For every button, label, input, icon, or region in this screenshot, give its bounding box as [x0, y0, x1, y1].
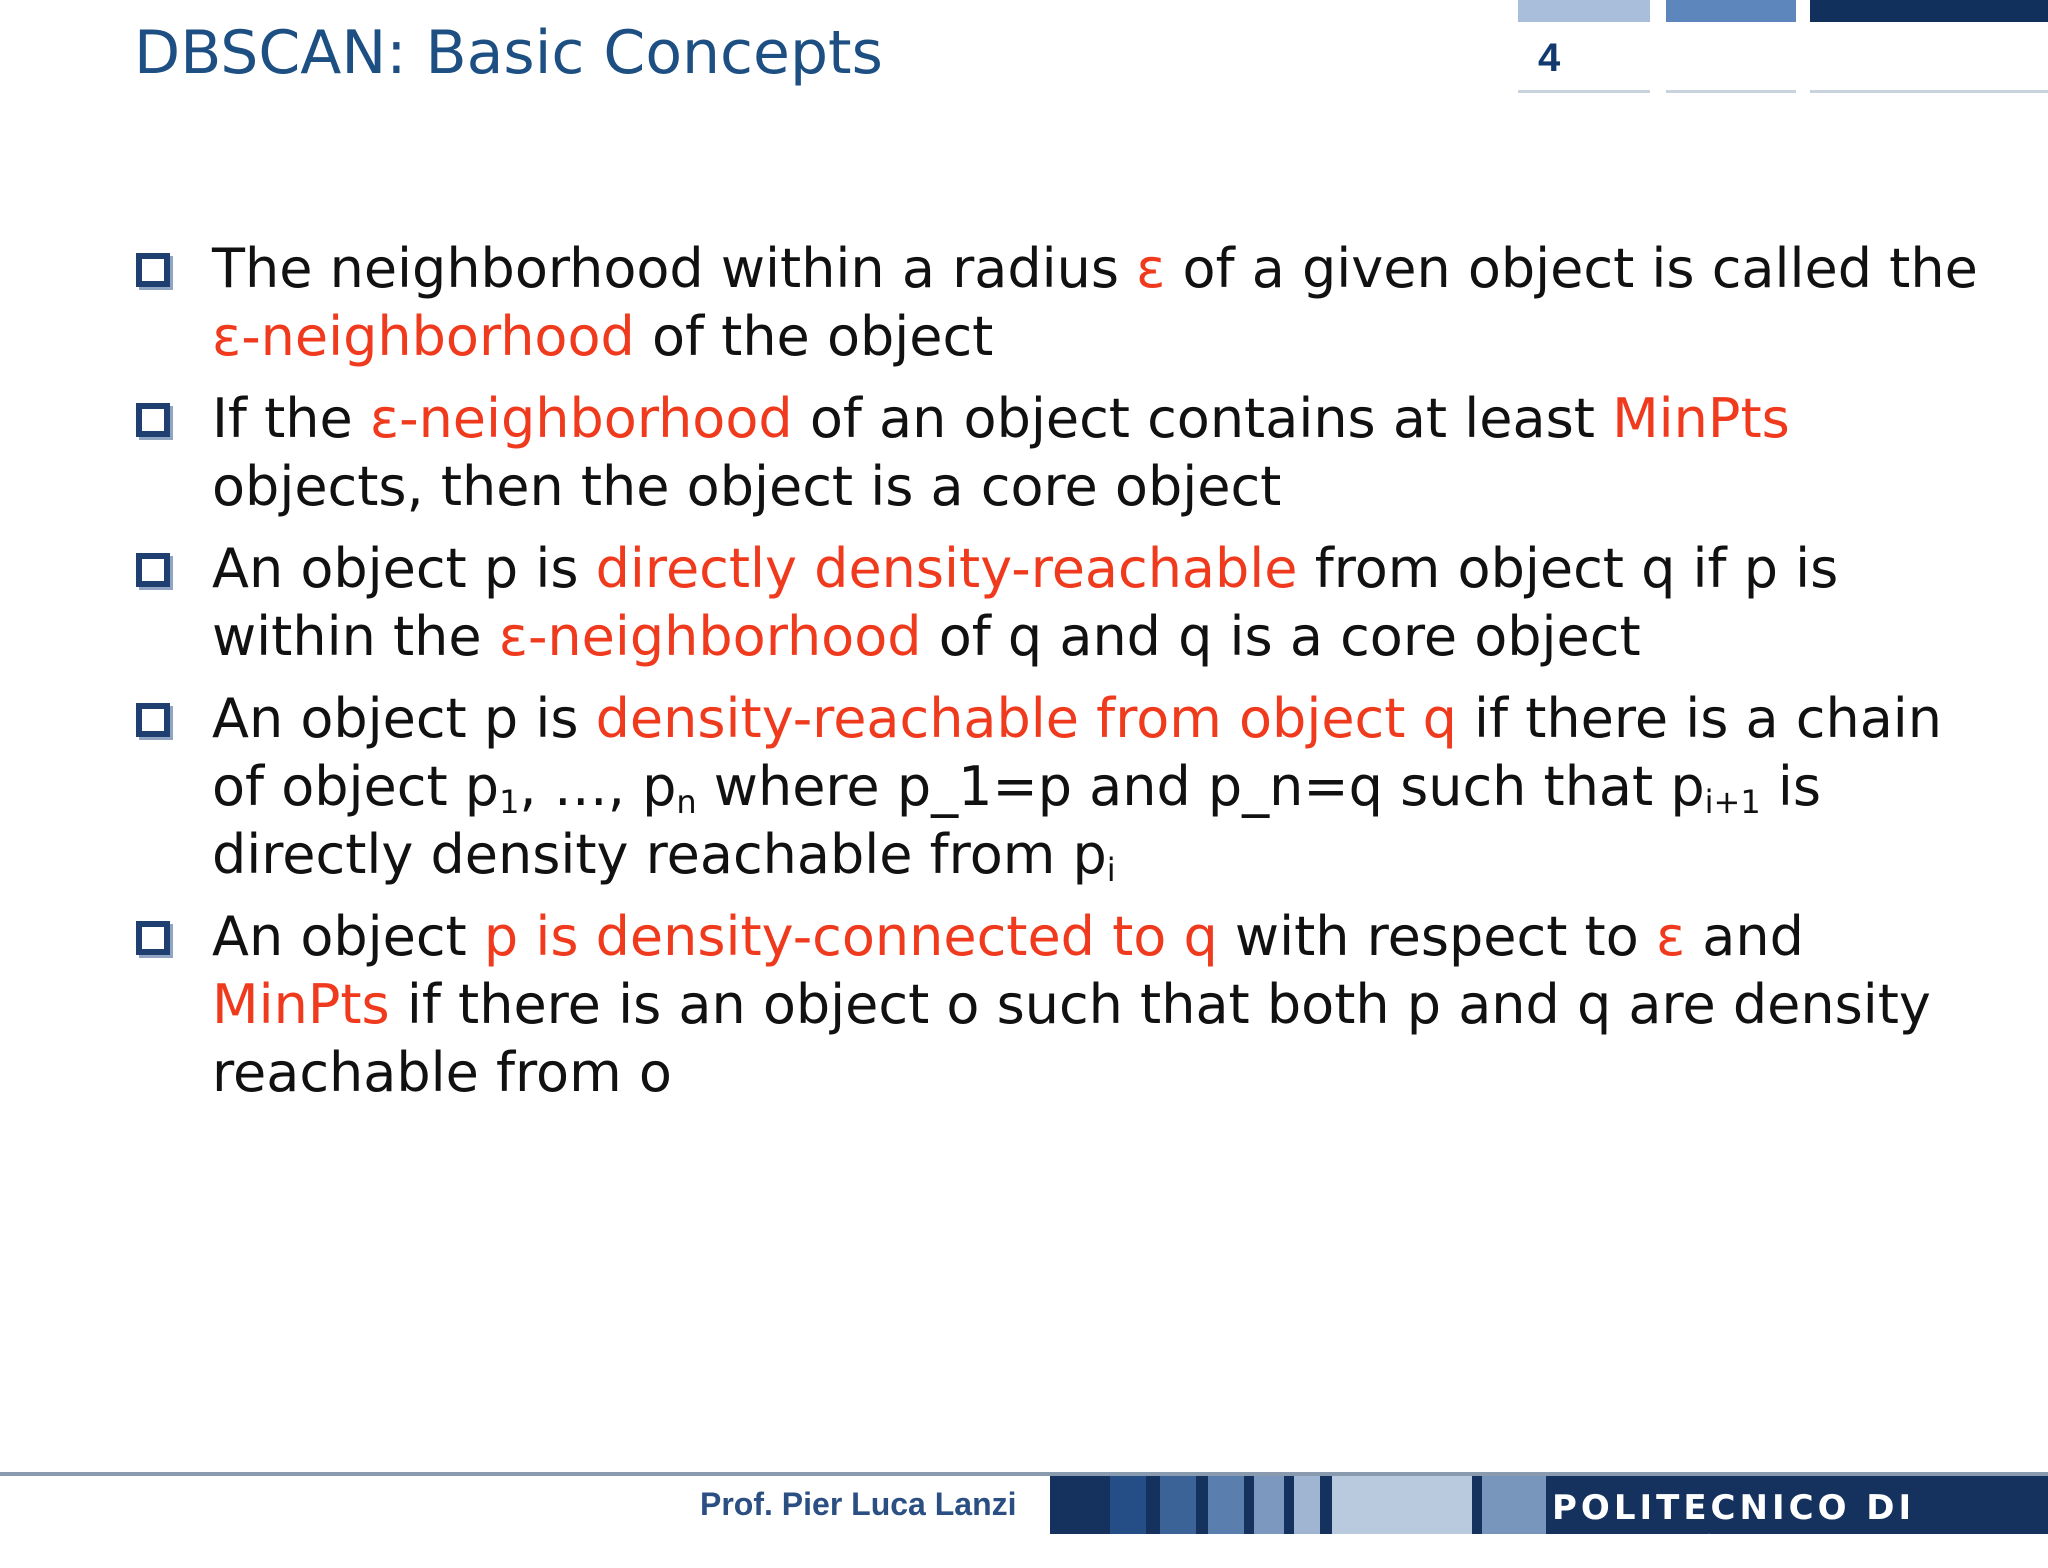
bullet-text: if there is a chain of object p [212, 687, 1943, 818]
header-rule-segment [1666, 90, 1796, 93]
footer-bar-segment [1254, 1476, 1284, 1534]
bullet-text: with respect to [1217, 905, 1656, 968]
header-decoration [1518, 0, 2048, 22]
bullet-text: An object [212, 905, 484, 968]
highlighted-term: ε-neighborhood [498, 605, 922, 668]
highlighted-term: ε-neighborhood [369, 387, 793, 450]
checkbox-bullet-icon [136, 553, 170, 587]
bullet-item [136, 535, 1996, 671]
slide-title: DBSCAN: Basic Concepts [134, 18, 883, 88]
subscript: n [676, 783, 697, 821]
bullet-text: from object q if p is within the [212, 537, 1839, 668]
footer-bar-segment [1482, 1476, 1546, 1534]
checkbox-bullet-icon [136, 403, 170, 437]
bullet-item [136, 235, 1996, 371]
bullet-text: of an object contains at least [792, 387, 1613, 450]
bullet-text: of the object [634, 305, 994, 368]
highlighted-term: ε [1655, 905, 1686, 968]
footer-bar-segment [1110, 1476, 1146, 1534]
bullet-text: and [1685, 905, 1804, 968]
header-rule [1518, 90, 2048, 98]
bullet-item [136, 385, 1996, 521]
subscript: 1 [499, 783, 520, 821]
slide-number: 4 [1538, 36, 1561, 80]
bullet-text: objects, then the object is a core object [212, 455, 1282, 518]
highlighted-term: directly density-reachable [595, 537, 1298, 600]
bullet-text: where p_1=p and p_n=q such that p [696, 755, 1705, 818]
bullet-text: if there is an object o such that both p and q are density reachable from o [212, 973, 1931, 1104]
header-rule-segment [1810, 90, 2048, 93]
bullet-item [136, 685, 1996, 889]
bullet-item [136, 903, 1996, 1107]
checkbox-bullet-icon [136, 703, 170, 737]
bullet-text: of a given object is called the [1165, 237, 1978, 300]
footer-author: Prof. Pier Luca Lanzi [700, 1486, 1017, 1522]
highlighted-term: ε [1136, 237, 1166, 300]
bullet-list [136, 235, 1996, 1121]
bullet-text: is directly density reachable from p [212, 755, 1822, 886]
highlighted-term: p is density-connected to q [483, 905, 1218, 968]
footer-bar-segment [1208, 1476, 1244, 1534]
bullet-text: , …, p [519, 755, 677, 818]
header-block-dark [1810, 0, 2048, 22]
checkbox-bullet-icon [136, 921, 170, 955]
checkbox-bullet-icon [136, 253, 170, 287]
footer-bar-segment [1294, 1476, 1320, 1534]
bullet-text: The neighborhood within a radius [212, 237, 1137, 300]
footer-bar-segment [1332, 1476, 1472, 1534]
highlighted-term: ε-neighborhood [212, 305, 635, 368]
highlighted-term: density-reachable from object q [595, 687, 1457, 750]
header-block-mid [1666, 0, 1796, 22]
subscript: i+1 [1704, 783, 1761, 821]
bullet-text: of q and q is a core object [921, 605, 1641, 668]
footer-bar-segment [1160, 1476, 1196, 1534]
highlighted-term: MinPts [212, 973, 390, 1036]
bullet-text: If the [212, 387, 370, 450]
bullet-text: An object p is [212, 537, 596, 600]
header-block-light [1518, 0, 1650, 22]
highlighted-term: MinPts [1612, 387, 1790, 450]
footer-university: POLITECNICO DI MILANO [1552, 1488, 1916, 1568]
subscript: i [1106, 851, 1116, 889]
bullet-text: An object p is [212, 687, 596, 750]
header-rule-segment [1518, 90, 1650, 93]
